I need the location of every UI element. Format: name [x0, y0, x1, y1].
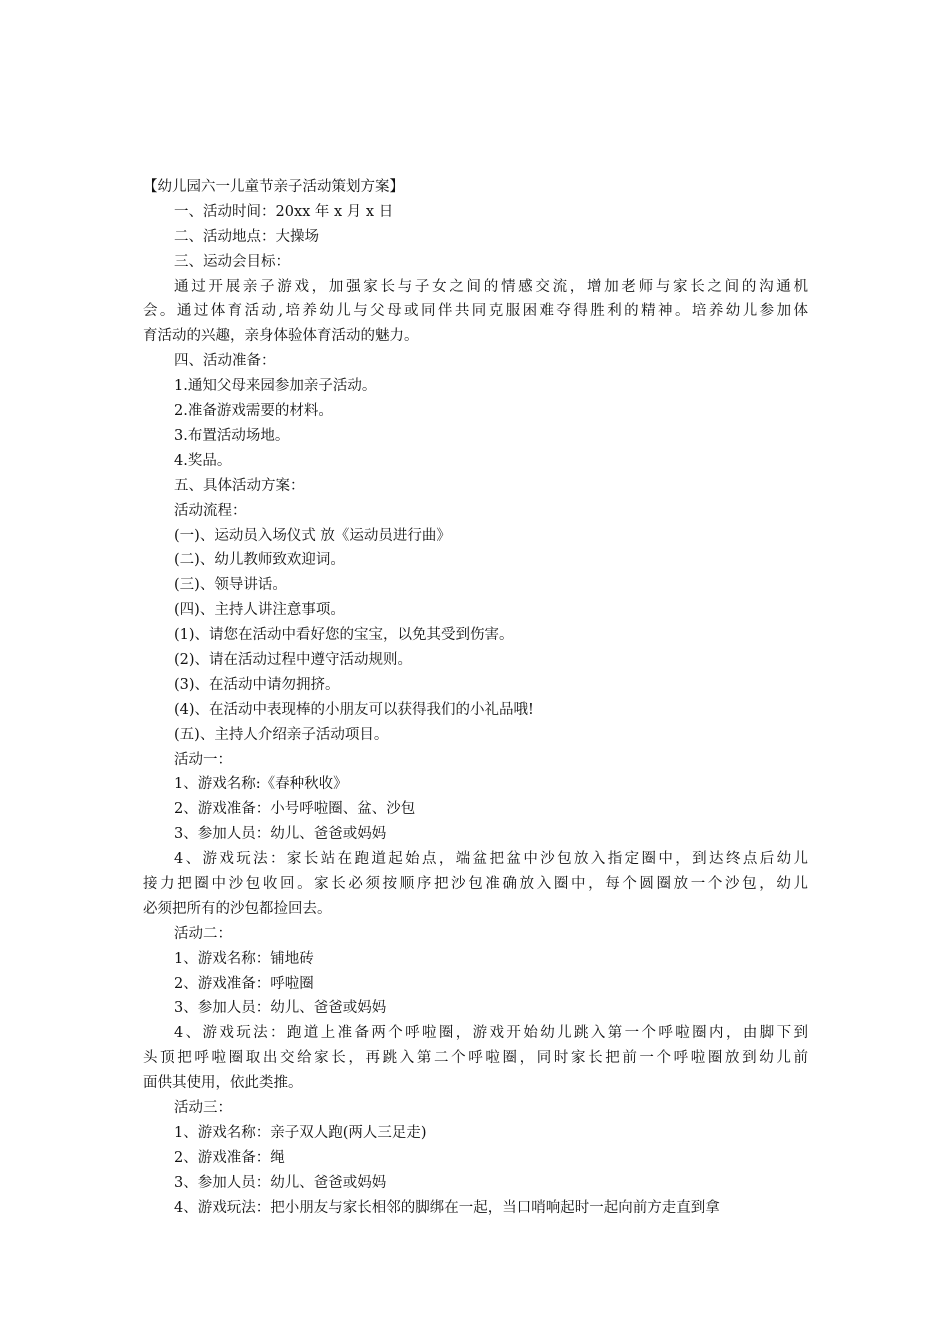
- flow-item: (1)、请您在活动中看好您的宝宝，以免其受到伤害。: [174, 627, 514, 644]
- activity2-rules-line: 4、游戏玩法：跑道上准备两个呼啦圈，游戏开始幼儿跳入第一个呼啦圈内，由脚下到: [174, 1025, 808, 1042]
- activity1-rules-line: 接力把圈中沙包收回。家长必须按顺序把沙包准确放入圈中，每个圆圈放一个沙包，幼儿: [143, 876, 808, 892]
- flow-item: (四)、主持人讲注意事项。: [174, 602, 345, 619]
- activity2-rules: [143, 1021, 808, 1096]
- flow-item: (一)、运动员入场仪式 放《运动员进行曲》: [174, 527, 451, 544]
- activity2-name: 1、游戏名称：铺地砖: [174, 950, 314, 967]
- goal-heading: 三、运动会目标：: [174, 253, 290, 270]
- activity-time: 一、活动时间：20xx 年 x 月 x 日: [174, 203, 394, 220]
- activity2-prep: 2、游戏准备：呼啦圈: [174, 975, 314, 992]
- activity3-rules-line: 4、游戏玩法：把小朋友与家长相邻的脚绑在一起，当口哨响起时一起向前方走直到拿: [174, 1199, 720, 1216]
- prep-item: 3.布置活动场地。: [174, 427, 290, 444]
- document-title: 【幼儿园六一儿童节亲子活动策划方案】: [143, 179, 404, 195]
- activity3-rules: [143, 1196, 808, 1221]
- prep-heading: 四、活动准备：: [174, 353, 276, 370]
- activity1-prep: 2、游戏准备：小号呼啦圈、盆、沙包: [174, 801, 416, 818]
- flow-heading: 活动流程：: [174, 502, 247, 519]
- plan-heading: 五、具体活动方案：: [174, 477, 305, 494]
- activity3-prep: 2、游戏准备：绳: [174, 1149, 285, 1166]
- prep-item: 1.通知父母来园参加亲子活动。: [174, 378, 377, 395]
- flow-item: (2)、请在活动过程中遵守活动规则。: [174, 651, 413, 668]
- flow-item: (3)、在活动中请勿拥挤。: [174, 676, 340, 693]
- flow-item: (二)、幼儿教师致欢迎词。: [174, 552, 345, 569]
- document-body: [143, 175, 808, 1221]
- prep-item: 4.奖品。: [174, 452, 232, 469]
- goal-line: 通过开展亲子游戏，加强家长与子女之间的情感交流，增加老师与家长之间的沟通机: [174, 278, 808, 295]
- activity2-rules-line: 头顶把呼啦圈取出交给家长，再跳入第二个呼啦圈，同时家长把前一个呼啦圈放到幼儿前: [143, 1050, 808, 1067]
- goal-paragraph: [143, 275, 808, 350]
- activity1-people: 3、参加人员：幼儿、爸爸或妈妈: [174, 826, 387, 843]
- goal-line: 会。通过体育活动,培养幼儿与父母或同伴共同克服困难夺得胜利的精神。培养幼儿参加体: [143, 303, 808, 320]
- activity2-heading: 活动二：: [174, 925, 232, 942]
- activity3-people: 3、参加人员：幼儿、爸爸或妈妈: [174, 1174, 387, 1191]
- activity1-rules-line: 4、游戏玩法：家长站在跑道起始点，端盆把盆中沙包放入指定圈中，到达终点后幼儿: [174, 851, 808, 868]
- activity1-rules-line: 必须把所有的沙包都捡回去。: [143, 900, 332, 917]
- activity1-name: 1、游戏名称:《春种秋收》: [174, 776, 348, 793]
- activity2-rules-line: 面供其使用，依此类推。: [143, 1075, 303, 1092]
- activity1-rules: [143, 847, 808, 922]
- activity1-heading: 活动一：: [174, 751, 232, 768]
- prep-item: 2.准备游戏需要的材料。: [174, 403, 333, 420]
- activity-place: 二、活动地点：大操场: [174, 228, 319, 245]
- flow-item: (4)、在活动中表现棒的小朋友可以获得我们的小礼品哦!: [174, 701, 534, 718]
- flow-item: (五)、主持人介绍亲子活动项目。: [174, 726, 389, 743]
- activity2-people: 3、参加人员：幼儿、爸爸或妈妈: [174, 1000, 387, 1017]
- activity3-name: 1、游戏名称：亲子双人跑(两人三足走): [174, 1124, 427, 1141]
- flow-item: (三)、领导讲话。: [174, 577, 287, 594]
- goal-line: 育活动的兴趣，亲身体验体育活动的魅力。: [143, 328, 419, 345]
- activity3-heading: 活动三：: [174, 1100, 232, 1117]
